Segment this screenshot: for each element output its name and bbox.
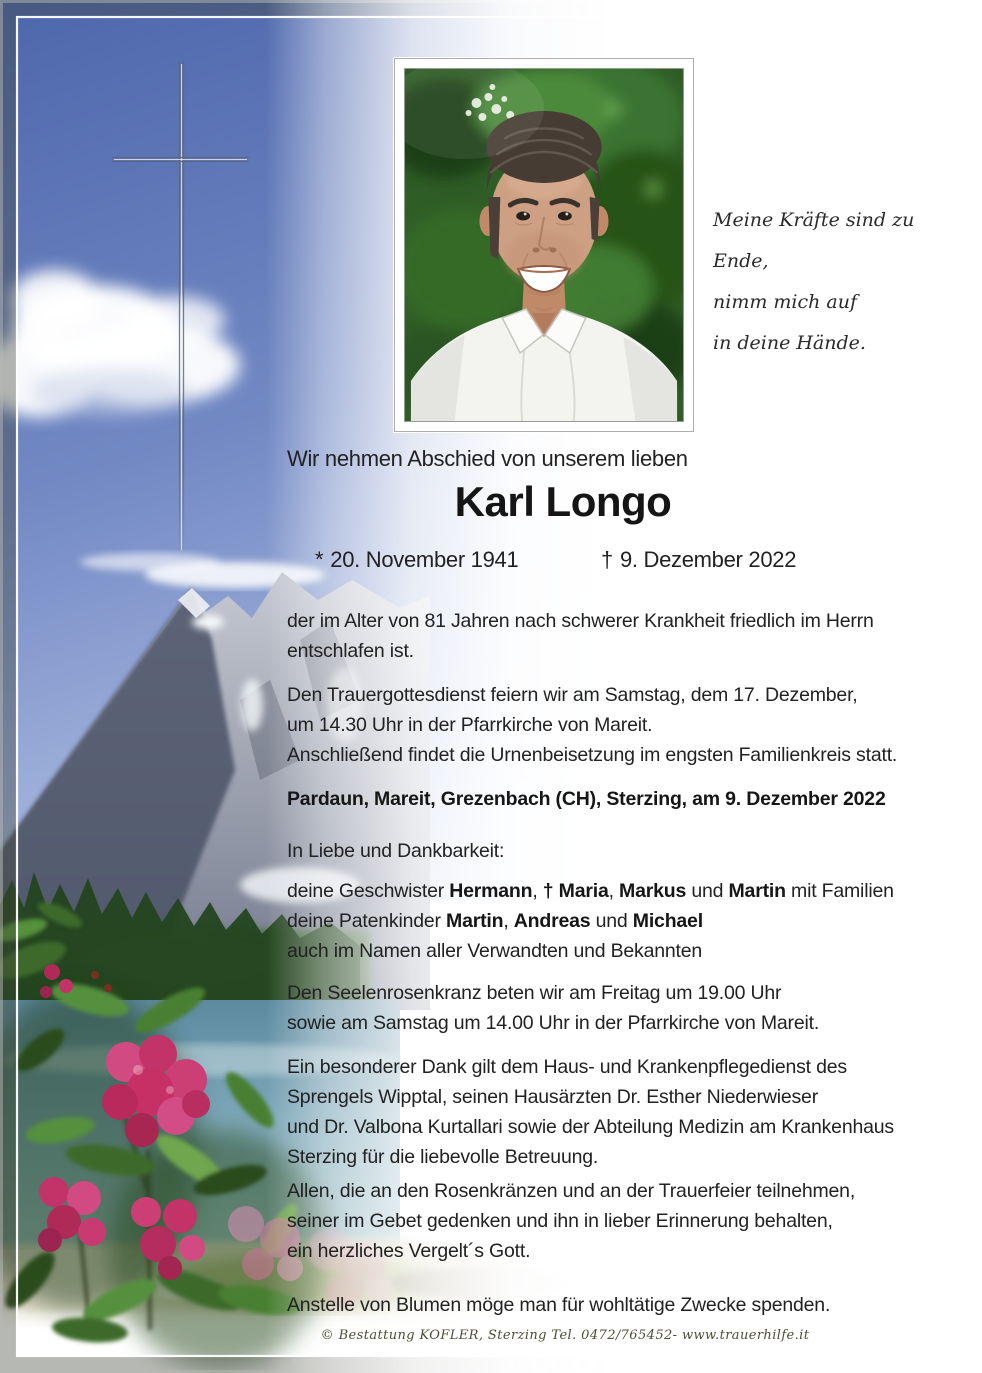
paragraph-rosary: Den Seelenrosenkranz beten wir am Freitag um 19.00 Uhr sowie am Samstag um 14.00 Uhr in der Pfarrkirche von Mareit. <box>287 982 820 1034</box>
life-dates <box>287 544 967 576</box>
intro-line: Wir nehmen Abschied von unserem lieben <box>287 446 688 471</box>
death-date-value: 9. Dezember 2022 <box>619 547 797 572</box>
birth-date <box>315 544 518 576</box>
paragraph-gratitude: In Liebe und Dankbarkeit: <box>287 840 505 862</box>
paragraph-death-notice: der im Alter von 81 Jahren nach schwerer Krankheit friedlich im Herrn entschlafen ist. <box>287 610 874 662</box>
obituary-text <box>287 444 967 1320</box>
paragraph-funeral-service: Den Trauergottesdienst feiern wir am Samstag, dem 17. Dezember, um 14.30 Uhr in der Pfarrkirche von Mareit. Anschließend findet die Urnenbeisetzung im engsten Familienkreis statt. <box>287 684 898 766</box>
paragraph-places-date: Pardaun, Mareit, Grezenbach (CH), Sterzing, am 9. Dezember 2022 <box>287 788 886 810</box>
paragraph-participants: Allen, die an den Rosenkränzen und an der Trauerfeier teilnehmen, seiner im Gebet gedenken und ihn in lieber Erinnerung behalten, ein herzliches Vergelt´s Gott. <box>287 1180 856 1262</box>
portrait-illustration <box>405 69 683 421</box>
funeral-home-credit: © Bestattung KOFLER, Sterzing Tel. 0472/765452- www.trauerhilfe.it <box>320 1328 810 1343</box>
paragraph-thanks: Ein besonderer Dank gilt dem Haus- und Krankenpflegedienst des Sprengels Wipptal, seinen Hausärzten Dr. Esther Niederwieser und Dr. Valbona Kurtallari sowie der Abteilung Medizin am Krankenhaus Sterzing für die liebevolle Betreuung. <box>287 1056 894 1168</box>
paragraph-family: deine Geschwister Hermann, † Maria, Markus und Martin mit Familien deine Patenkinder Martin, Andreas und Michael auch im Namen aller Verwandten und Bekannten <box>287 880 894 962</box>
memorial-quote: Meine Kräfte sind zu Ende, nimm mich auf in deine Hände. <box>713 209 915 354</box>
death-date <box>601 544 796 576</box>
portrait-photo <box>404 68 684 422</box>
portrait-frame <box>394 58 694 432</box>
birth-date-value: 20. November 1941 <box>330 547 519 572</box>
birth-star-symbol: * <box>315 547 324 572</box>
death-cross-symbol: † <box>601 547 613 572</box>
deceased-name: Karl Longo <box>454 478 672 525</box>
paragraph-donations: Anstelle von Blumen möge man für wohltätige Zwecke spenden. <box>287 1294 831 1316</box>
